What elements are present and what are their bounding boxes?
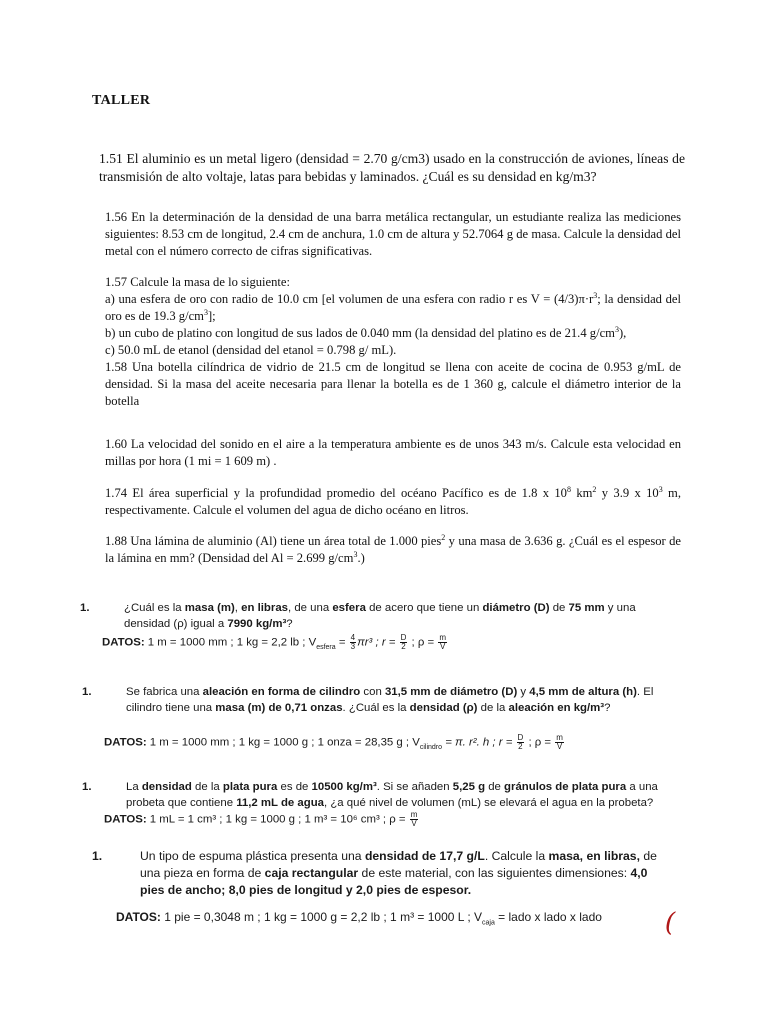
- exercise-foam-mass: 1. Un tipo de espuma plástica presenta una densidad de 17,7 g/L. Calcule la masa, en libras, de una pieza en forma de caja rectangular de este material, con las siguientes dimensiones: 4,0 pies de ancho; 8,0 pies de longitud y 2,0 pies de espesor. DATOS: 1 pie = 0,3048 m ; 1 kg = 1000 g = 2,2 lb ; 1 m³ = 1000 L ; $V_{caja}$ = lado x lado x lado: [116, 848, 674, 926]
- problem-1-60: 1.60 La velocidad del sonido en el aire a la temperatura ambiente es de unos 343 m/s. Calcule esta velocidad en millas por hora (1 mi = 1 609 m) .: [105, 437, 681, 468]
- datos-foam: DATOS: 1 pie = 0,3048 m ; 1 kg = 1000 g = 2,2 lb ; 1 m³ = 1000 L ; $V_{caja}$ = lado x lado x lado: [116, 910, 602, 927]
- problem-1-74: 1.74 El área superficial y la profundidad promedio del océano Pacífico es de 1.8 x $10^8$ $km^2$ y 3.9 x $10^3$ m, respectivamente. Calcule el volumen del agua de dicho océano en litros.: [105, 484, 682, 517]
- exercise-sphere-mass: 1. ¿Cuál es la masa (m), en libras, de una esfera de acero que tiene un diámetro (D) de 75 mm y una densidad (ρ) igual a 7990 kg/m³? DATOS: 1 m = 1000 mm ; 1 kg = 2,2 lb ; $V_{esfera}$ = $\frac{4}{3}$ πr³ ; r = $\frac{D}{2}$ ; ρ = $\frac{m}{V}$: [102, 600, 672, 651]
- problem-1-51: 1.51 El aluminio es un metal ligero (densidad = 2.70 g/cm3) usado en la construcción de aviones, líneas de transmisión de alto voltaje, latas para bebidas y laminados. ¿Cuál es su densidad en kg/m3?: [99, 151, 685, 184]
- datos-silver: DATOS: 1 mL = 1 cm³ ; 1 kg = 1000 g ; 1 m³ = 10⁶ cm³ ; ρ = $\frac{m}{V}$: [104, 810, 418, 828]
- problem-1-57-heading: 1.57 Calcule la masa de lo siguiente:: [105, 275, 291, 289]
- datos-alloy: DATOS: 1 m = 1000 mm ; 1 kg = 1000 g ; 1 onza = 28,35 g ; $V_{cilindro} = \pi$. r². h ; r = $\frac{D}{2}$ ; ρ = $\frac{m}{V}$: [104, 733, 563, 751]
- datos-sphere: DATOS: 1 m = 1000 mm ; 1 kg = 2,2 lb ; $V_{esfera}$ = $\frac{4}{3}$ πr³ ; r = $\frac{D}{2}$ ; ρ = $\frac{m}{V}$: [102, 633, 447, 651]
- exercise-alloy-density: 1. Se fabrica una aleación en forma de cilindro con 31,5 mm de diámetro (D) y 4,5 mm de altura (h). El cilindro tiene una masa (m) de 0,71 onzas. ¿Cuál es la densidad (ρ) de la aleación en kg/m³? DATOS: 1 m = 1000 mm ; 1 kg = 1000 g ; 1 onza = 28,35 g ; $V_{cilindro} = \pi$. r². h ; r = $\frac{D}{2}$ ; ρ = $\frac{m}{V}$: [104, 684, 676, 751]
- problem-1-57-b: b) un cubo de platino con longitud de sus lados de 0.040 mm (la densidad del platino es de 21.4 $g/cm^3$),: [105, 324, 627, 340]
- exercise-silver-volume: 1. La densidad de la plata pura es de 10500 kg/m³. Si se añaden 5,25 g de gránulos de plata pura a una probeta que contiene 11,2 mL de agua, ¿a qué nivel de volumen (mL) se elevará el agua en la probeta? DATOS: 1 mL = 1 cm³ ; 1 kg = 1000 g ; 1 m³ = 10⁶ cm³ ; ρ = $\frac{m}{V}$: [104, 779, 676, 828]
- red-parenthesis-mark: (: [661, 908, 679, 938]
- problem-1-58: 1.58 Una botella cilíndrica de vidrio de 21.5 cm de longitud se llena con aceite de cocina de 0.953 g/mL de densidad. Si la masa del aceite necesaria para llenar la botella es de 1 360 g, calcule el diámetro interior de la botella: [105, 360, 681, 408]
- problem-1-88: 1.88 Una lámina de aluminio (Al) tiene un área total de 1.000 pies$^2$ y una masa de 3.636 g. ¿Cuál es el espesor de la lámina en mm? (Densidad del Al = 2.699 $g/cm^3$.): [105, 532, 681, 565]
- problem-1-57-a: a) una esfera de oro con radio de 10.0 cm [el volumen de una esfera con radio r es $V = (4/3)\pi\cdot r^3$; la densidad del oro es de 19.3 $g/cm^3$];: [105, 290, 682, 323]
- problem-1-57-c: c) 50.0 mL de etanol (densidad del etanol = 0.798 g/ mL).: [105, 343, 397, 357]
- page-title: TALLER: [92, 93, 151, 108]
- problem-1-56: 1.56 En la determinación de la densidad de una barra metálica rectangular, un estudiante realiza las mediciones siguientes: 8.53 cm de longitud, 2.4 cm de anchura, 1.0 cm de altura y 52.7064 g de masa. Calcule la densidad del metal con el número correcto de cifras significativas.: [105, 210, 681, 258]
- problem-1-57: [105, 274, 681, 410]
